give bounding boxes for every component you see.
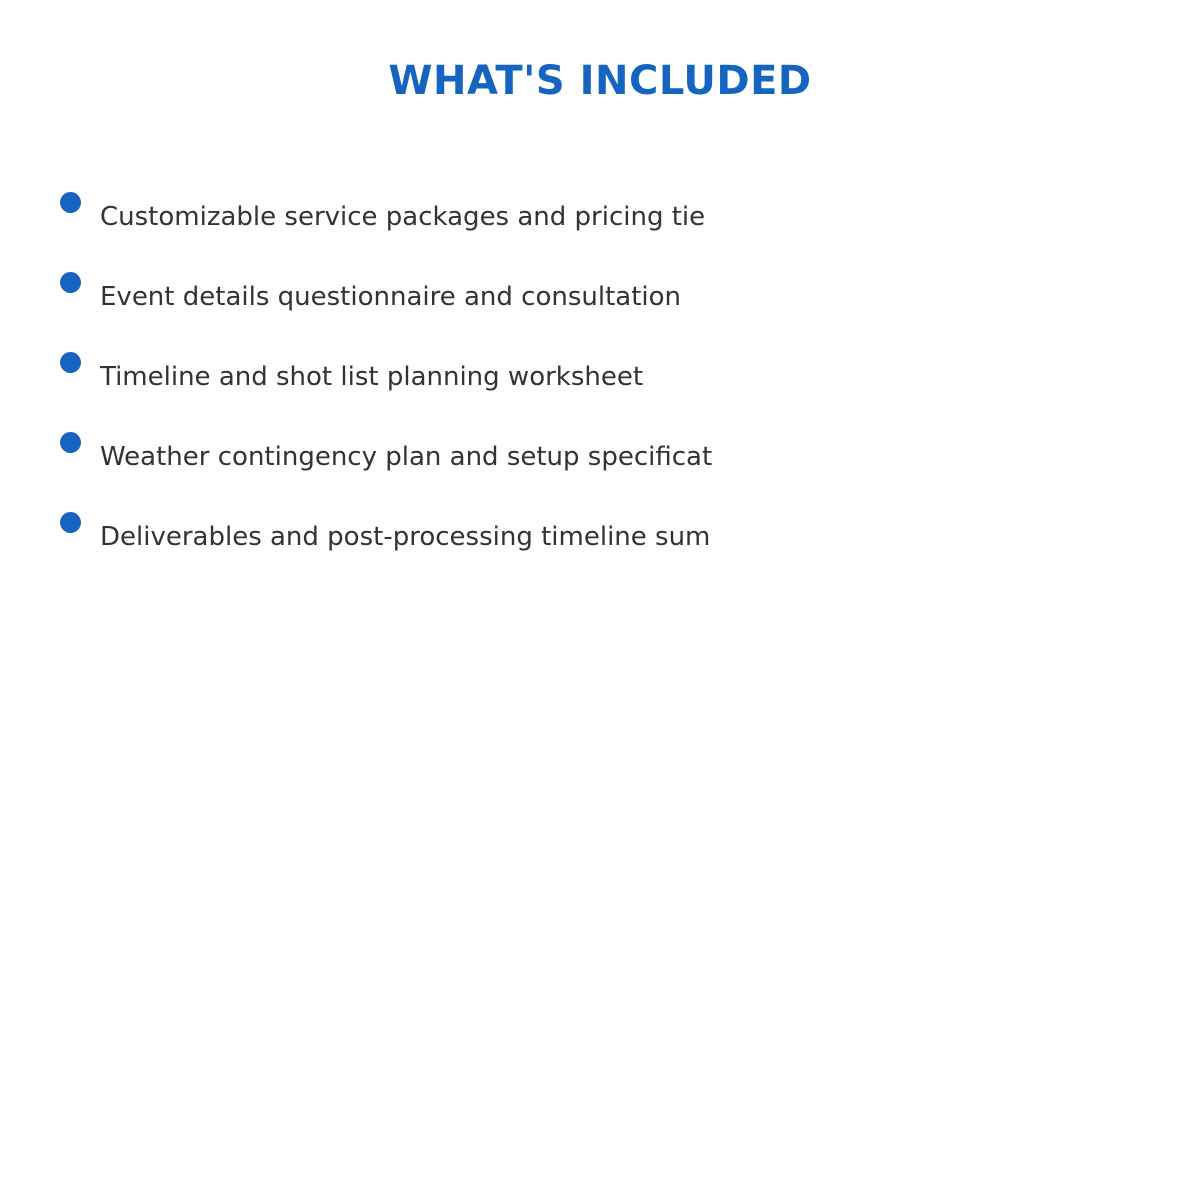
list-item-text: Customizable service packages and pricing tie (100, 202, 706, 232)
list-item-text: Deliverables and post-processing timeline sum (100, 522, 711, 552)
list-item (0, 190, 1200, 270)
list-item-text: Timeline and shot list planning worksheet (100, 362, 644, 392)
list-item (0, 270, 1200, 350)
bullet-icon (60, 512, 81, 533)
included-features-list (0, 190, 1200, 590)
bullet-icon (60, 432, 81, 453)
list-item-text: Weather contingency plan and setup specificat (100, 442, 713, 472)
list-item (0, 510, 1200, 590)
list-item (0, 430, 1200, 510)
list-item (0, 350, 1200, 430)
page-title: WHAT'S INCLUDED (388, 58, 812, 104)
bullet-icon (60, 192, 81, 213)
bullet-icon (60, 352, 81, 373)
list-item-text: Event details questionnaire and consultation (100, 282, 682, 312)
bullet-icon (60, 272, 81, 293)
